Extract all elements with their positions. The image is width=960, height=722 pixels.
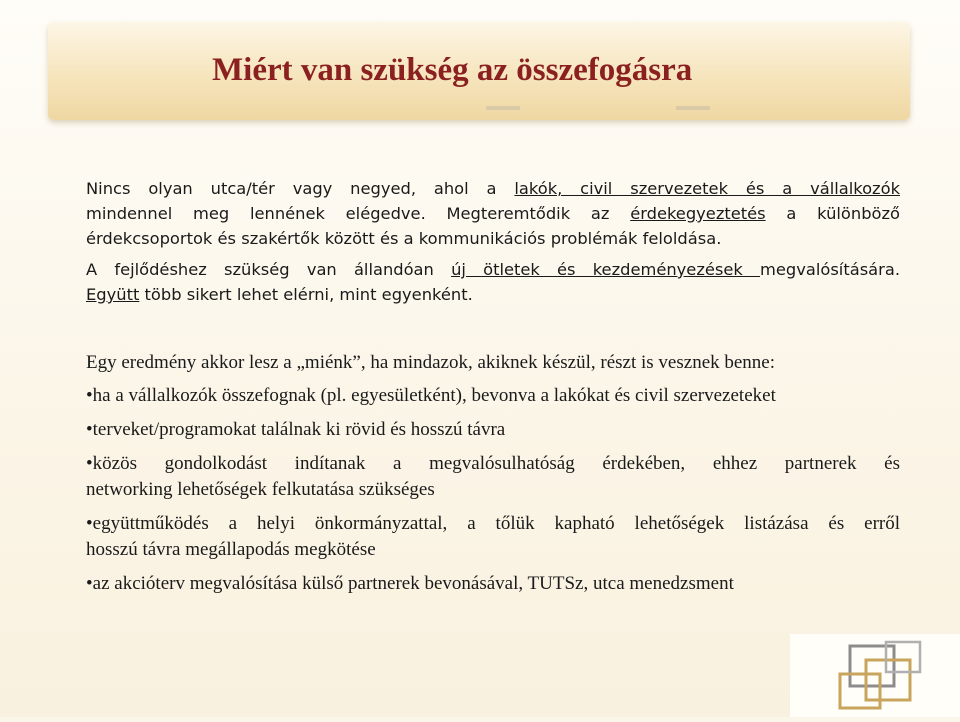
banner-tab-left: [486, 106, 520, 110]
intro-text: A fejlődéshez szükség van állandóan: [86, 260, 452, 279]
result-section: [86, 350, 900, 597]
underlined-phrase: érdekegyeztetés: [630, 204, 766, 223]
intro-text: megvalósítására.: [760, 260, 900, 279]
bullet-item: •együttműködés a helyi önkormányzattal, a tőlük kapható lehetőségek listázása és erről: [86, 513, 900, 534]
bullet-item: •terveket/programokat találnak ki rövid és hosszú távra: [86, 419, 506, 440]
intro-text: a különböző: [765, 204, 900, 223]
underlined-phrase: új ötletek és kezdeményezések: [451, 260, 761, 279]
bullet-item: •ha a vállalkozók összefognak (pl. egyesületként), bevonva a lakókat és civil szervezeteket: [86, 385, 776, 406]
intro-text: több sikert lehet elérni, mint egyenként.: [139, 285, 473, 304]
intro-line-1: [86, 176, 900, 201]
bullet-item-continuation: networking lehetőségek felkutatása szükséges: [86, 479, 435, 500]
intro-text: Nincs olyan utca/tér vagy negyed, ahol a: [86, 179, 515, 198]
overlapping-squares-logo: [790, 634, 960, 717]
intro-paragraph: [86, 176, 900, 307]
bullet-item-continuation: hosszú távra megállapodás megkötése: [86, 539, 376, 560]
intro-line-5: [86, 282, 900, 307]
underlined-phrase: lakók, civil szervezetek és a vállalkozók: [514, 179, 900, 198]
bullet-item: •az akcióterv megvalósítása külső partnerek bevonásával, TUTSz, utca menedzsment: [86, 573, 734, 594]
banner-tab-right: [676, 106, 710, 110]
logo-icon: [790, 634, 960, 717]
bullet-item: •közös gondolkodást indítanak a megvalósulhatóság érdekében, ehhez partnerek és: [86, 453, 900, 474]
underlined-phrase: Együtt: [86, 285, 140, 304]
intro-line-4: [86, 257, 900, 282]
intro-text: mindennel meg lennének elégedve. Megteremtődik az: [86, 204, 631, 223]
intro-line-3: érdekcsoportok és szakértők között és a kommunikációs problémák feloldása.: [86, 229, 722, 248]
intro-line-2: [86, 201, 900, 226]
result-lead: Egy eredmény akkor lesz a „miénk”, ha mindazok, akiknek készül, részt is vesznek benne:: [86, 352, 776, 373]
slide-title: Miért van szükség az összefogásra: [212, 52, 693, 88]
